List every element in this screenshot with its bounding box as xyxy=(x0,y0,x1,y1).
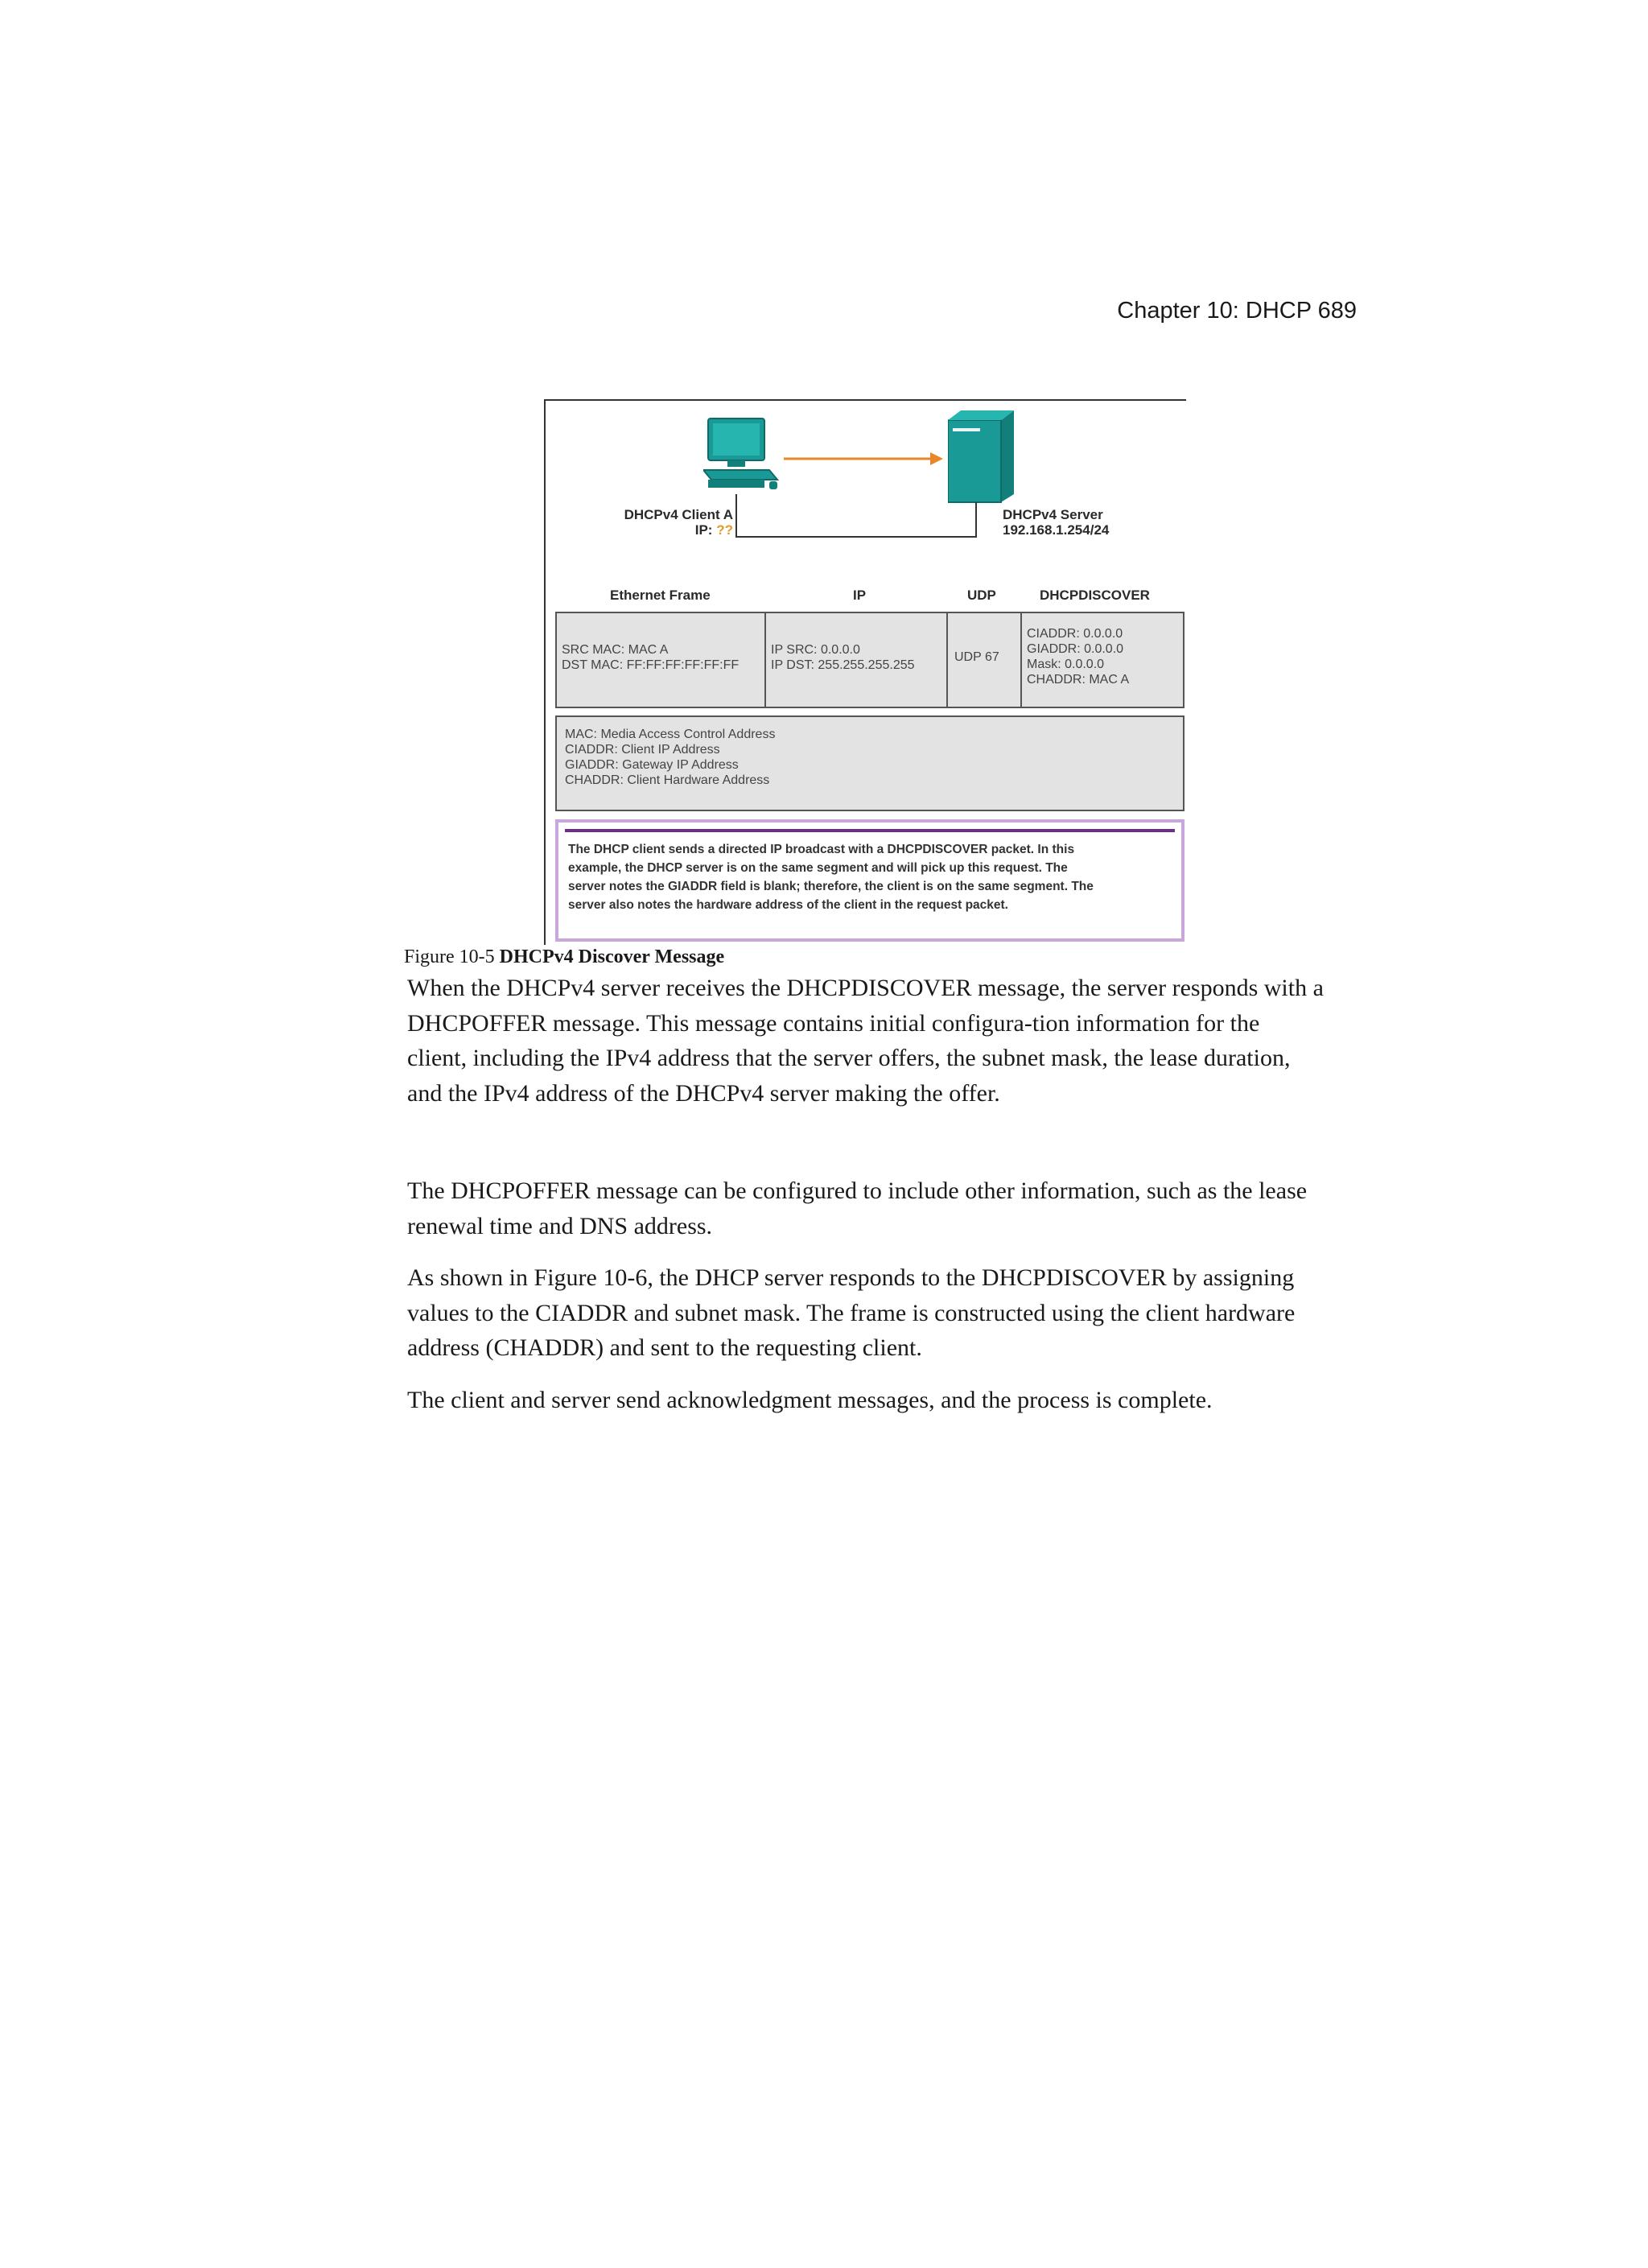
note-line: The DHCP client sends a directed IP broadcast with a DHCPDISCOVER packet. In this xyxy=(568,843,1075,856)
legend-item: MAC: Media Access Control Address xyxy=(565,728,776,741)
network-cable xyxy=(735,494,737,538)
body-paragraph: The DHCPOFFER message can be configured to include other information, such as the lease renewal time and DNS address. xyxy=(407,1177,1308,1239)
client-ip-value: ?? xyxy=(716,522,733,538)
dhcp-mask: Mask: 0.0.0.0 xyxy=(1027,658,1105,671)
cell-udp xyxy=(948,613,1022,707)
caption-title: DHCPv4 Discover Message xyxy=(499,946,725,967)
header-ethernet-frame: Ethernet Frame xyxy=(610,588,711,603)
caption-number: Figure 10-5 xyxy=(404,946,495,967)
cell-dhcp xyxy=(1022,613,1183,707)
header-udp: UDP xyxy=(967,588,996,603)
body-paragraph: When the DHCPv4 server receives the DHCPDISCOVER message, the server responds with a DHCPOFFER message. This message contains initial configura-tion information for the client, including the IPv4 address that the server offers, the subnet mask, the lease duration, and the IPv4 address of the DHCPv4 server making the offer. xyxy=(407,975,1324,1107)
ip-dst: IP DST: 255.255.255.255 xyxy=(771,658,915,672)
eth-src-mac: SRC MAC: MAC A xyxy=(562,643,669,657)
figure-dhcp-discover xyxy=(544,399,1186,945)
server-label: DHCPv4 Server xyxy=(1003,507,1103,522)
cell-ip xyxy=(766,613,948,707)
client-ip-line xyxy=(616,522,733,538)
dhcp-chaddr: CHADDR: MAC A xyxy=(1027,673,1130,687)
client-label: DHCPv4 Client A xyxy=(624,507,733,522)
note-line: server also notes the hardware address of the client in the request packet. xyxy=(568,898,1008,912)
note-line: server notes the GIADDR field is blank; therefore, the client is on the same segment. The xyxy=(568,880,1094,893)
note-text xyxy=(568,840,1172,914)
packet-table xyxy=(555,612,1184,708)
udp-port: UDP 67 xyxy=(954,650,999,664)
eth-dst-mac: DST MAC: FF:FF:FF:FF:FF:FF xyxy=(562,658,740,672)
network-cable xyxy=(975,502,977,538)
note-line: example, the DHCP server is on the same segment and will pick up this request. The xyxy=(568,861,1068,875)
dhcp-ciaddr: CIADDR: 0.0.0.0 xyxy=(1027,627,1123,641)
dhcp-giaddr: GIADDR: 0.0.0.0 xyxy=(1027,642,1124,656)
note-box xyxy=(555,819,1184,942)
legend-box xyxy=(555,715,1184,811)
running-head: Chapter 10: DHCP 689 xyxy=(1117,298,1357,324)
header-ip: IP xyxy=(853,588,867,603)
server-icon xyxy=(948,409,1020,504)
legend-item: GIADDR: Gateway IP Address xyxy=(565,758,739,772)
ip-src: IP SRC: 0.0.0.0 xyxy=(771,643,860,657)
server-ip: 192.168.1.254/24 xyxy=(1003,522,1110,538)
network-cable xyxy=(735,536,977,538)
note-rule xyxy=(565,829,1175,832)
header-dhcpdiscover: DHCPDISCOVER xyxy=(1040,588,1150,603)
arrow-icon xyxy=(784,449,945,468)
legend-item: CIADDR: Client IP Address xyxy=(565,743,720,757)
legend-item: CHADDR: Client Hardware Address xyxy=(565,773,770,787)
figure-caption xyxy=(404,946,724,968)
cell-ethernet xyxy=(557,613,766,707)
body-paragraph: The client and server send acknowledgment messages, and the process is complete. xyxy=(407,1387,1213,1413)
client-pc-icon xyxy=(703,417,784,491)
body-paragraph: As shown in Figure 10-6, the DHCP server responds to the DHCPDISCOVER by assigning values to the CIADDR and subnet mask. The frame is constructed using the client hardware address (CHADDR) and sent to the requesting client. xyxy=(407,1264,1296,1361)
client-ip-label: IP: xyxy=(694,522,713,538)
